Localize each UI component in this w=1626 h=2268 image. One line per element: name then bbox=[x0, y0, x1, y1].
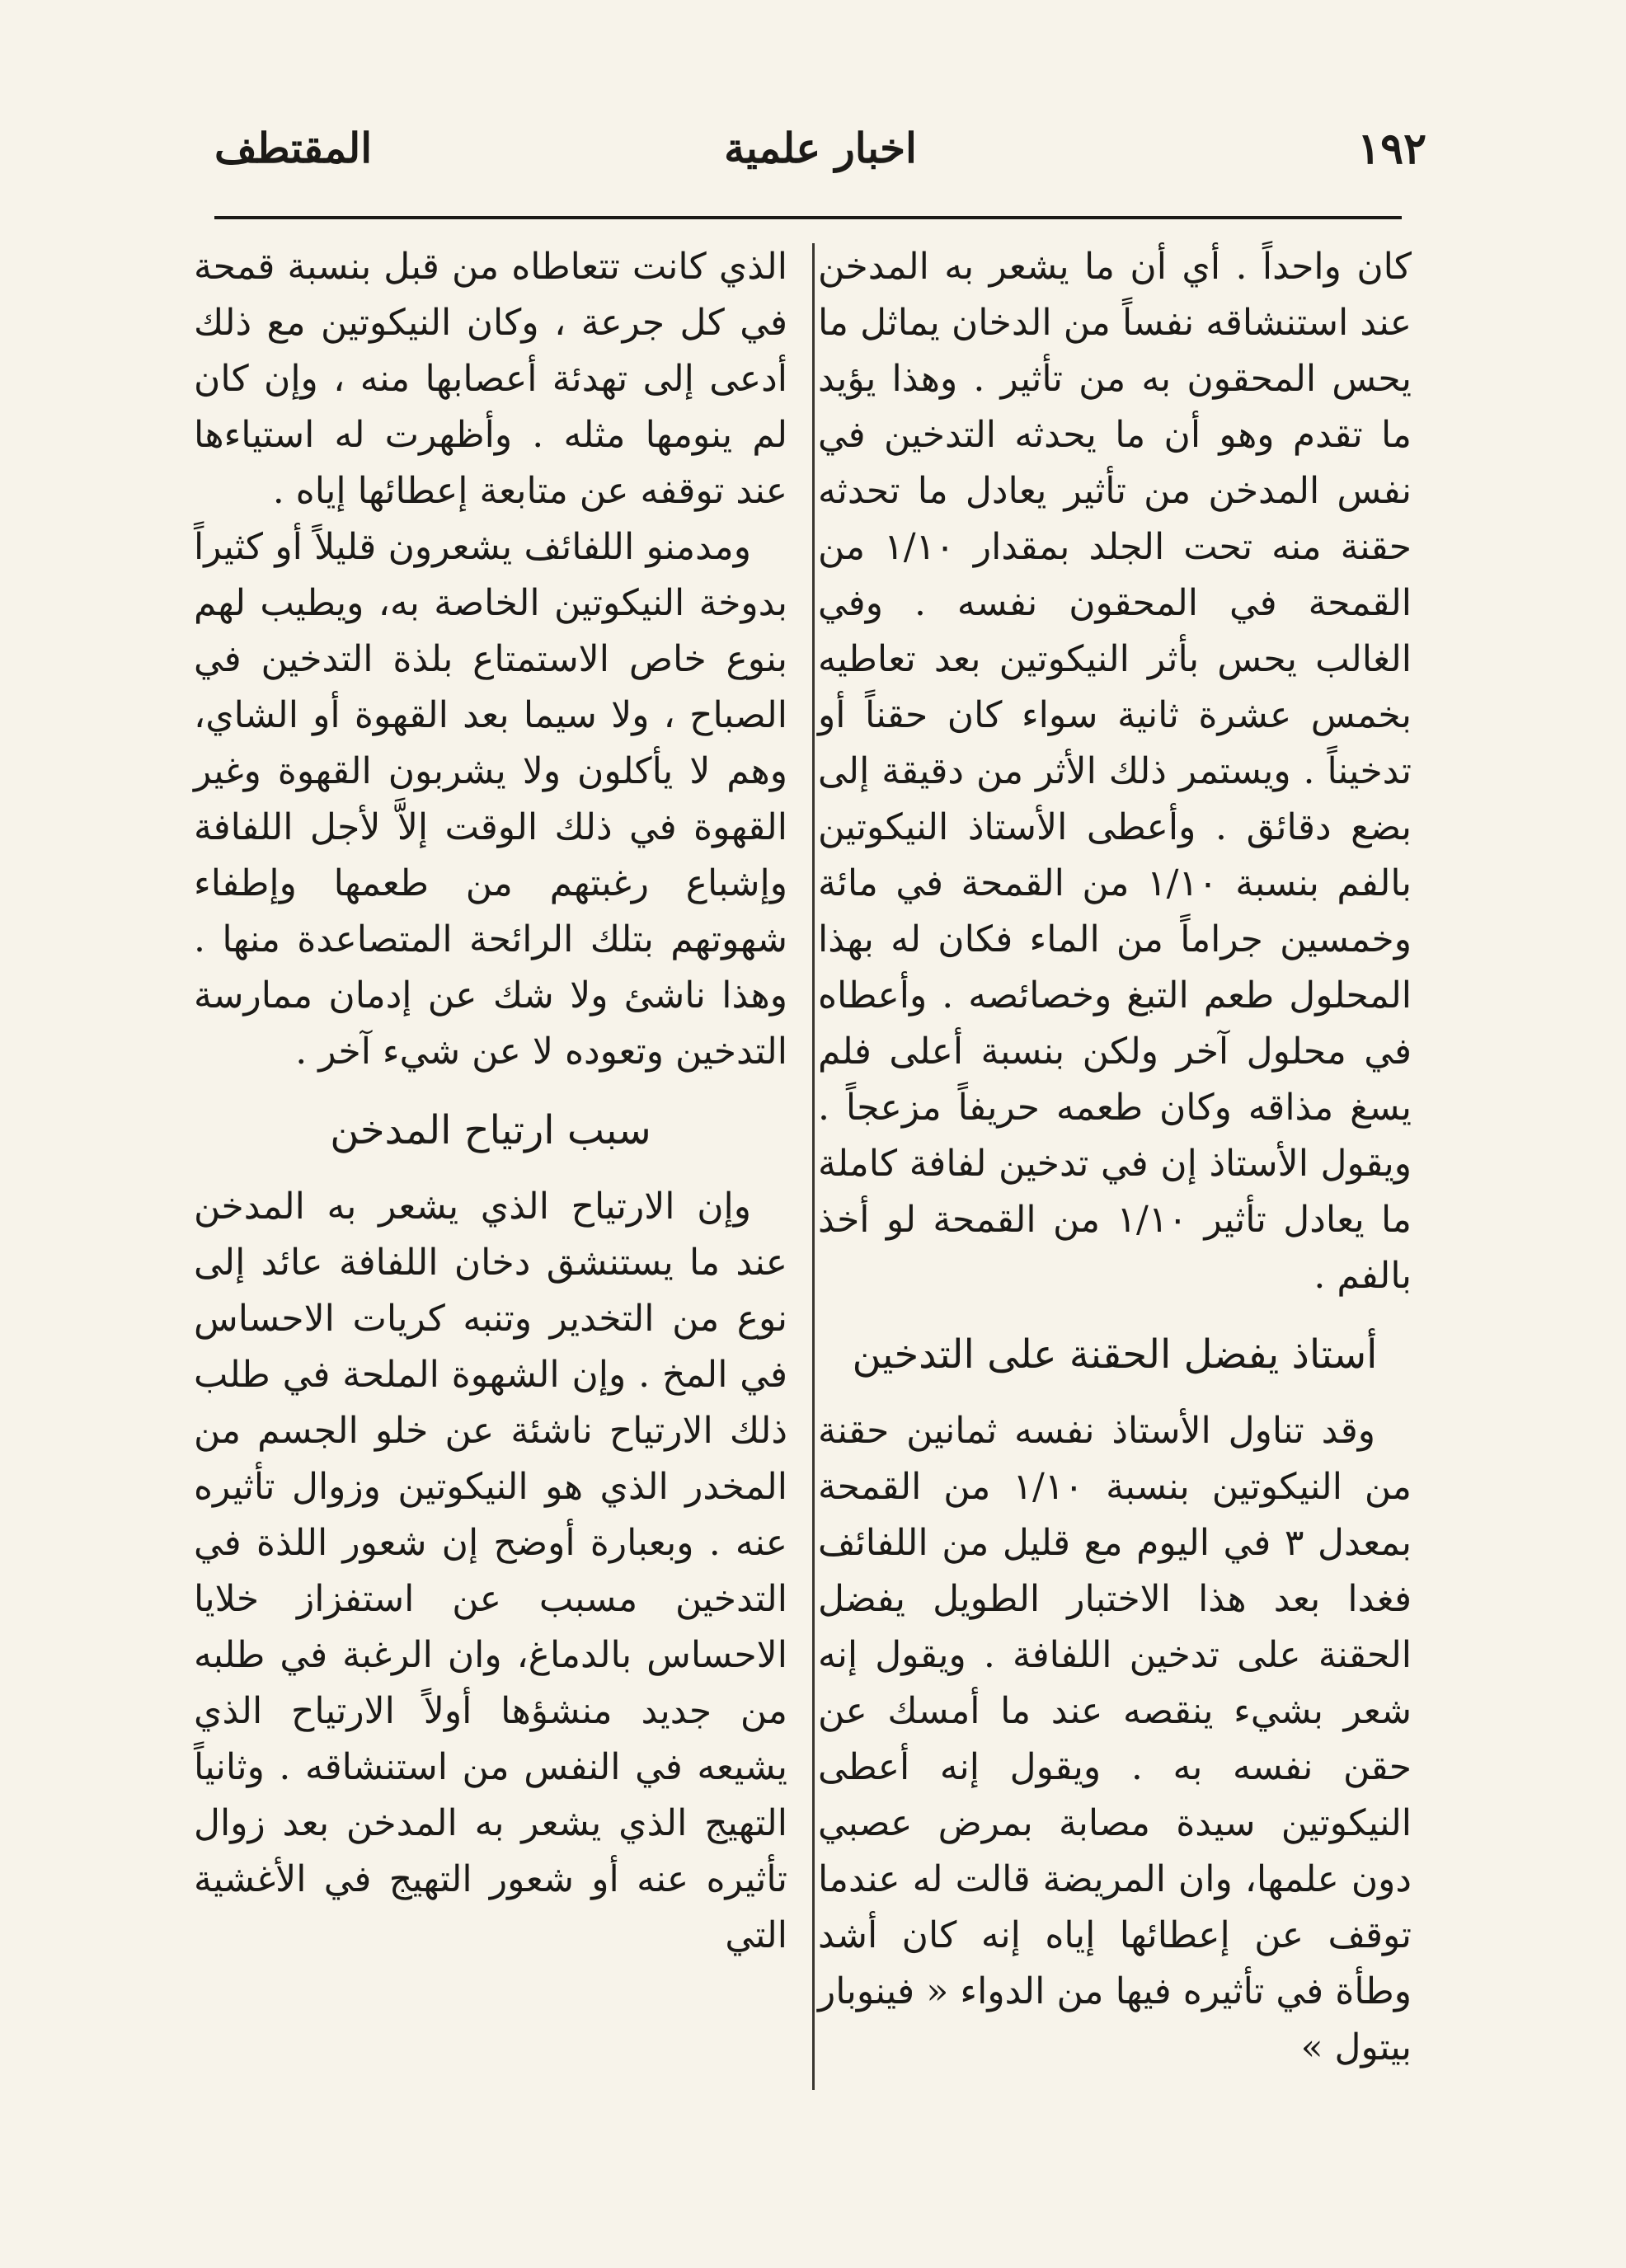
header-rule bbox=[214, 216, 1402, 219]
page-header bbox=[214, 124, 1426, 190]
paragraph: كان واحداً . أي أن ما يشعر به المدخن عند استنشاقه نفساً من الدخان يماثل ما يحس المحقون به من تأثير . وهذا يؤيد ما تقدم وهو أن ما يحدثه التدخين في نفس المدخن من تأثير يعادل ما تحدثه حقنة منه تحت الجلد بمقدار ١/١٠ من القمحة في المحقون نفسه . وفي الغالب يحس بأثر النيكوتين بعد تعاطيه بخمس عشرة ثانية سواء كان حقناً أو تدخيناً . ويستمر ذلك الأثر من دقيقة إلى بضع دقائق . وأعطى الأستاذ النيكوتين بالفم بنسبة ١/١٠ من القمحة في مائة وخمسين جراماً من الماء فكان له بهذا المحلول طعم التبغ وخصائصه . وأعطاه في محلول آخر ولكن بنسبة أعلى فلم يسغ مذاقه وكان طعمه حريفاً مزعجاً . ويقول الأستاذ إن في تدخين لفافة كاملة ما يعادل تأثير ١/١٠ من القمحة لو أخذ بالفم . bbox=[818, 246, 1412, 1297]
paragraph: ومدمنو اللفائف يشعرون قليلاً أو كثيراً بدوخة النيكوتين الخاصة به، ويطيب لهم بنوع خاص الاستمتاع بلذة التدخين في الصباح ، ولا سيما بعد القهوة أو الشاي، وهم لا يأكلون ولا يشربون القهوة وغير القهوة في ذلك الوقت إلاَّ لأجل اللفافة وإشباع رغبتهم من طعمها وإطفاء شهوتهم بتلك الرائحة المتصاعدة منها . وهذا ناشئ ولا شك عن إدمان ممارسة التدخين وتعوده لا عن شيء آخر . bbox=[194, 526, 787, 1073]
column-divider bbox=[812, 243, 815, 2090]
left-column bbox=[194, 239, 787, 2094]
journal-name: المقتطف bbox=[214, 124, 373, 172]
section-title: اخبار علمية bbox=[724, 124, 917, 172]
subheading: سبب ارتياح المدخن bbox=[330, 1107, 651, 1153]
page-number: ١٩٢ bbox=[1357, 124, 1426, 174]
paragraph: وقد تناول الأستاذ نفسه ثمانين حقنة من النيكوتين بنسبة ١/١٠ من القمحة بمعدل ٣ في اليوم مع قليل من اللفائف فغدا بعد هذا الاختبار الطويل يفضل الحقنة على تدخين اللفافة . ويقول إنه شعر بشيء ينقصه عند ما أمسك عن حقن نفسه به . ويقول إنه أعطى النيكوتين سيدة مصابة بمرض عصبي دون علمها، وان المريضة قالت له عندما توقف عن إعطائها إياه إنه كان أشد وطأة في تأثيره فيها من الدواء « فينوبار بيتول » bbox=[818, 1410, 1412, 2068]
subheading: أستاذ يفضل الحقنة على التدخين bbox=[852, 1331, 1378, 1378]
paragraph: وإن الارتياح الذي يشعر به المدخن عند ما يستنشق دخان اللفافة عائد إلى نوع من التخدير وتنبه كريات الاحساس في المخ . وإن الشهوة الملحة في طلب ذلك الارتياح ناشئة عن خلو الجسم من المخدر الذي هو النيكوتين وزوال تأثيره عنه . وبعبارة أوضح إن شعور اللذة في التدخين مسبب عن استفزاز خلايا الاحساس بالدماغ، وان الرغبة في طلبه من جديد منشؤها أولاً الارتياح الذي يشيعه في النفس من استنشاقه . وثانياً التهيج الذي يشعر به المدخن بعد زوال تأثيره عنه أو شعور التهيج في الأغشية التي bbox=[194, 1186, 787, 1956]
paragraph: الذي كانت تتعاطاه من قبل بنسبة قمحة في كل جرعة ، وكان النيكوتين مع ذلك أدعى إلى تهدئة أعصابها منه ، وإن كان لم ينومها مثله . وأظهرت له استياءها عند توقفه عن متابعة إعطائها إياه . bbox=[194, 246, 787, 512]
right-column bbox=[818, 239, 1412, 2094]
